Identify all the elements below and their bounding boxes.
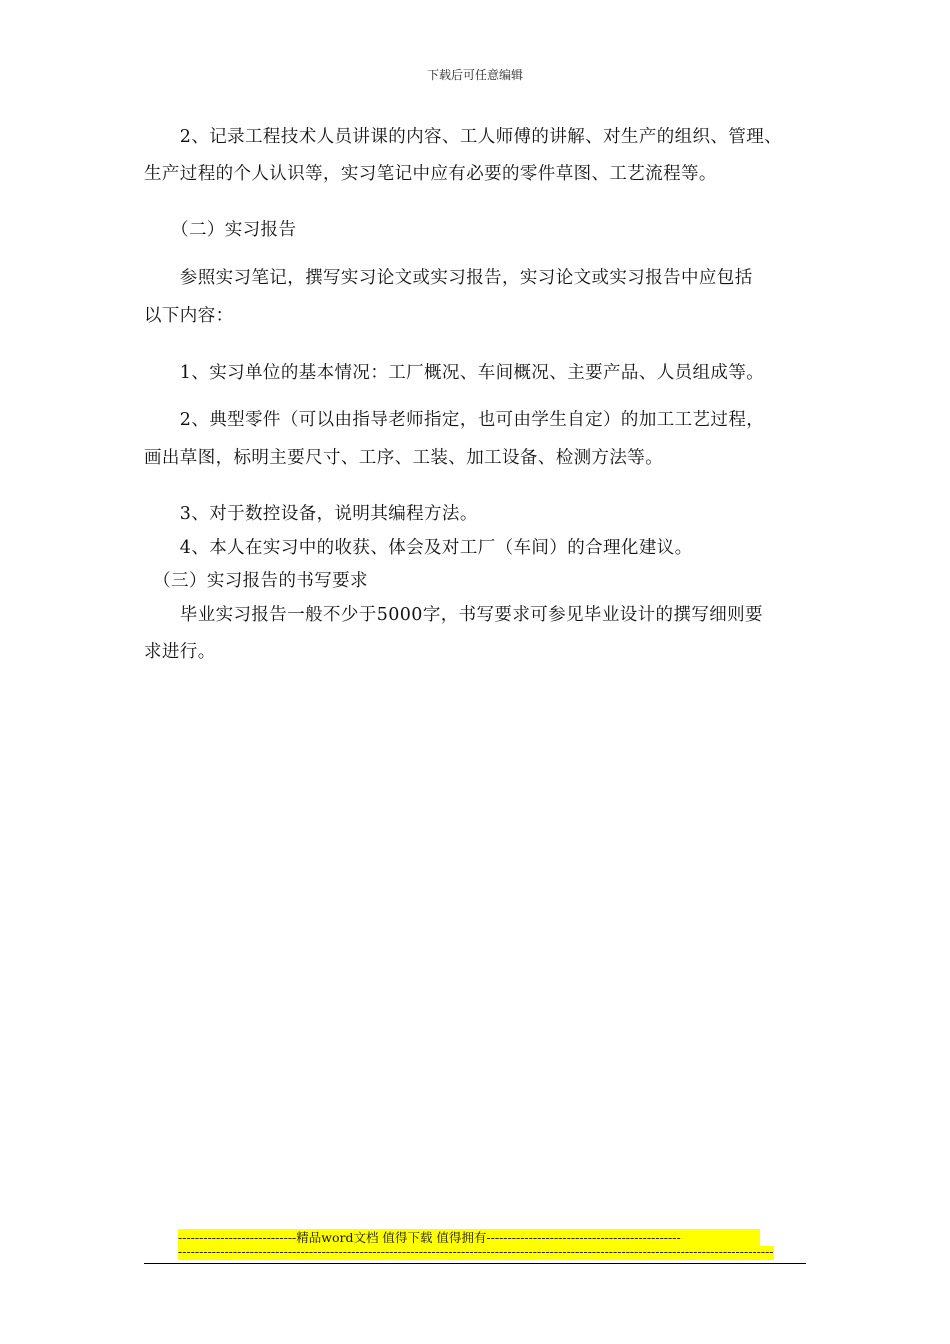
page-header: 下载后可任意编辑 bbox=[426, 68, 523, 82]
paragraph-line: 画出草图，标明主要尺寸、工序、工装、加工设备、检测方法等。 bbox=[144, 448, 664, 468]
footer-banner: ----------------------------精品word文档 值得下载 值得拥有---------------------------------------------- bbox=[178, 1229, 760, 1246]
paragraph-line: 2、记录工程技术人员讲课的内容、工人师傅的讲解、对生产的组织、管理、 bbox=[144, 127, 783, 147]
paragraph-line: 1、实习单位的基本情况：工厂概况、车间概况、主要产品、人员组成等。 bbox=[144, 363, 765, 383]
paragraph-line: 4、本人在实习中的收获、体会及对工厂（车间）的合理化建议。 bbox=[144, 538, 693, 558]
footer-banner-dashes: --------------------------------------------------------------------------------------------------------------------------------------------- bbox=[178, 1246, 774, 1259]
paragraph-line: 以下内容： bbox=[144, 306, 234, 326]
section-heading: （三）实习报告的书写要求 bbox=[144, 571, 368, 591]
footer-rule bbox=[144, 1263, 806, 1264]
paragraph-line: 求进行。 bbox=[144, 642, 216, 662]
section-heading: （二）实习报告 bbox=[144, 220, 297, 240]
paragraph-line: 3、对于数控设备，说明其编程方法。 bbox=[144, 504, 478, 524]
paragraph-line: 参照实习笔记，撰写实习论文或实习报告，实习论文或实习报告中应包括 bbox=[144, 268, 753, 288]
paragraph-line: 2、典型零件（可以由指导老师指定，也可由学生自定）的加工工艺过程， bbox=[144, 410, 765, 430]
paragraph-line: 毕业实习报告一般不少于5000字，书写要求可参见毕业设计的撰写细则要 bbox=[144, 605, 763, 625]
paragraph-line: 生产过程的个人认识等，实习笔记中应有必要的零件草图、工艺流程等。 bbox=[144, 164, 717, 184]
